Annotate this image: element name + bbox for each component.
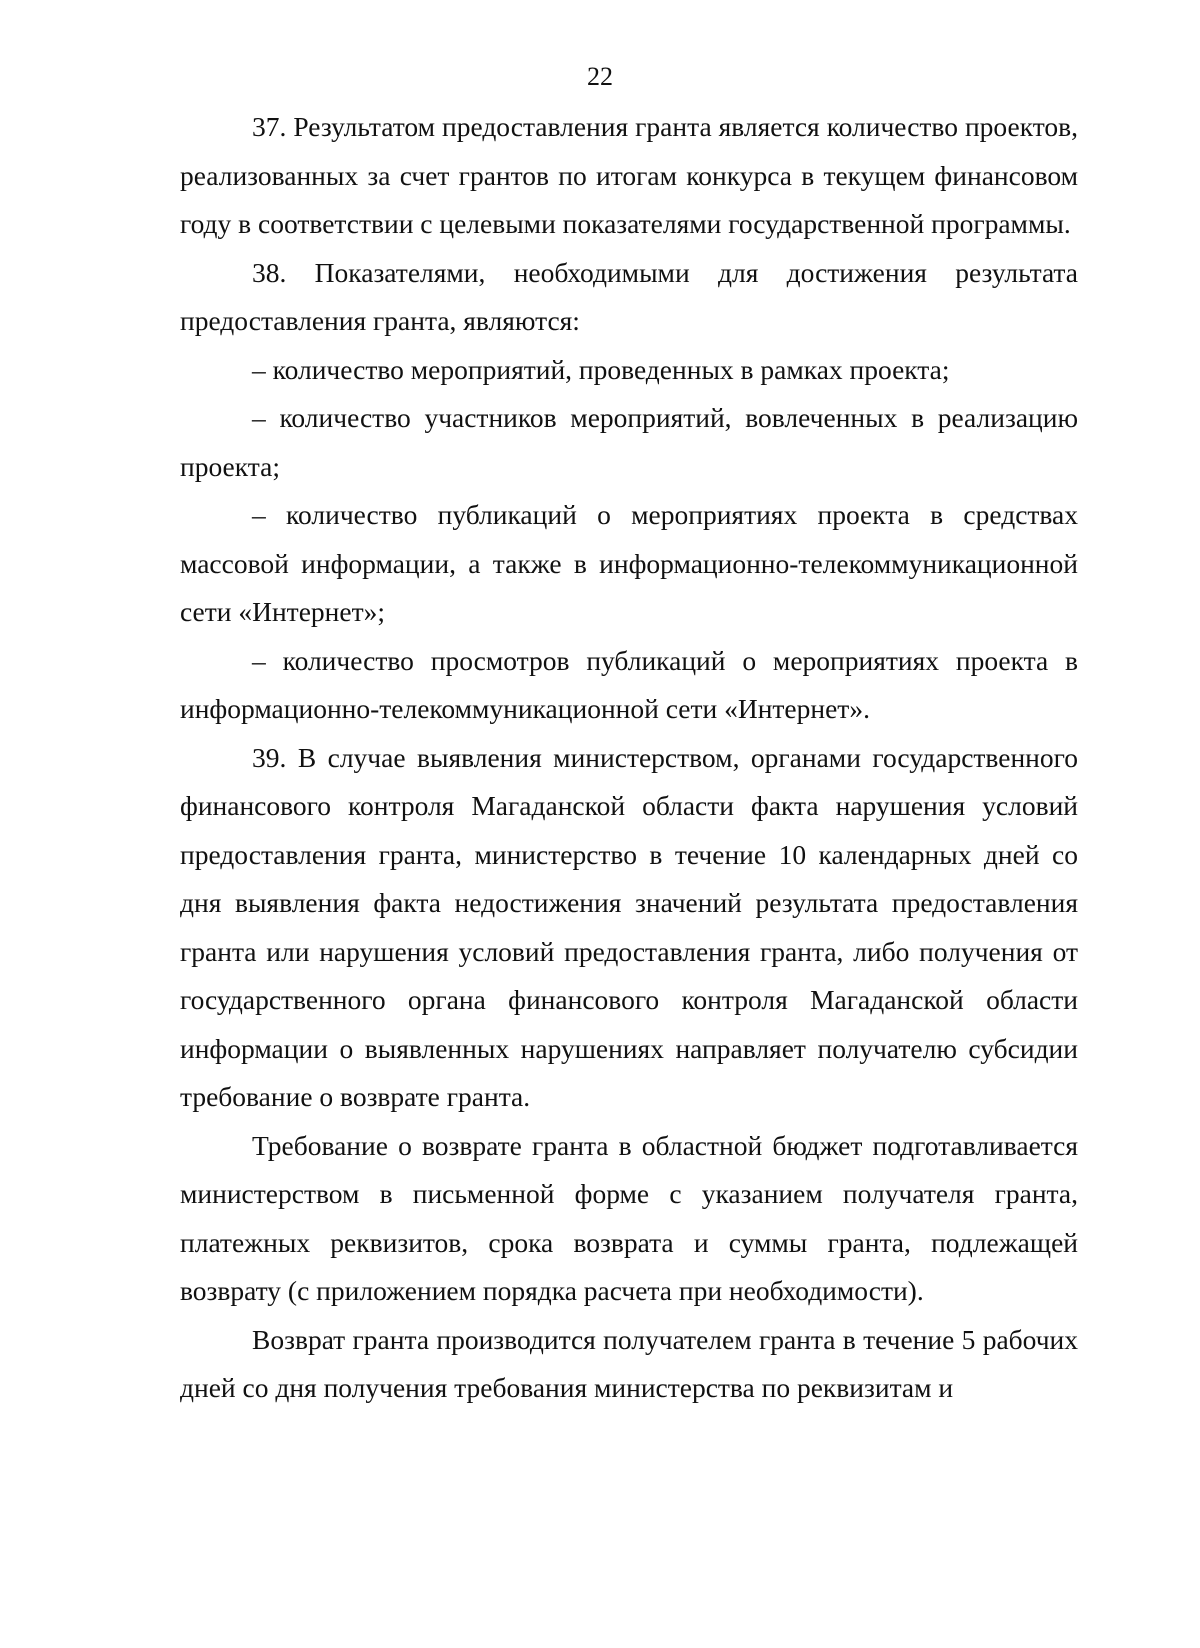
paragraph-return-procedure: Возврат гранта производится получателем гранта в течение 5 рабочих дней со дня получения требования министерства по реквизитам и [180, 1323, 1078, 1403]
paragraph-39: 39. В случае выявления министерством, органами государственного финансового контроля Магаданской области факта нарушения условий предоставления гранта, министерство в течение 10 календарных дней со дня выявления факта недостижения значений результата предоставления гранта или нарушения условий предоставления гранта, либо получения от государственного органа финансового контроля Магаданской области информации о выявленных нарушениях направляет получателю субсидии требование о возврате гранта. [180, 741, 1078, 1112]
page-number: 22 [587, 62, 613, 91]
paragraph-38: 38. Показателями, необходимыми для достижения результата предоставления гранта, являются: [180, 256, 1078, 336]
paragraph-return-requirement: Требование о возврате гранта в областной бюджет подготавливается министерством в письменной форме с указанием получателя гранта, платежных реквизитов, срока возврата и суммы гранта, подлежащей возврату (с приложением порядка расчета при необходимости). [180, 1129, 1078, 1306]
paragraph-37: 37. Результатом предоставления гранта является количество проектов, реализованных за счет грантов по итогам конкурса в текущем финансовом году в соответствии с целевыми показателями государственной программы. [180, 111, 1078, 239]
list-item-events-count: – количество мероприятий, проведенных в рамках проекта; [252, 353, 950, 385]
list-item-publications-count: – количество публикаций о мероприятиях проекта в средствах массовой информации, а также в информационно-телекоммуникационной сети «Интернет»; [180, 499, 1078, 627]
document-body [180, 103, 1078, 1413]
list-item-participants-count: – количество участников мероприятий, вовлеченных в реализацию проекта; [180, 402, 1078, 482]
list-item-views-count: – количество просмотров публикаций о мероприятиях проекта в информационно-телекоммуникационной сети «Интернет». [180, 644, 1078, 724]
